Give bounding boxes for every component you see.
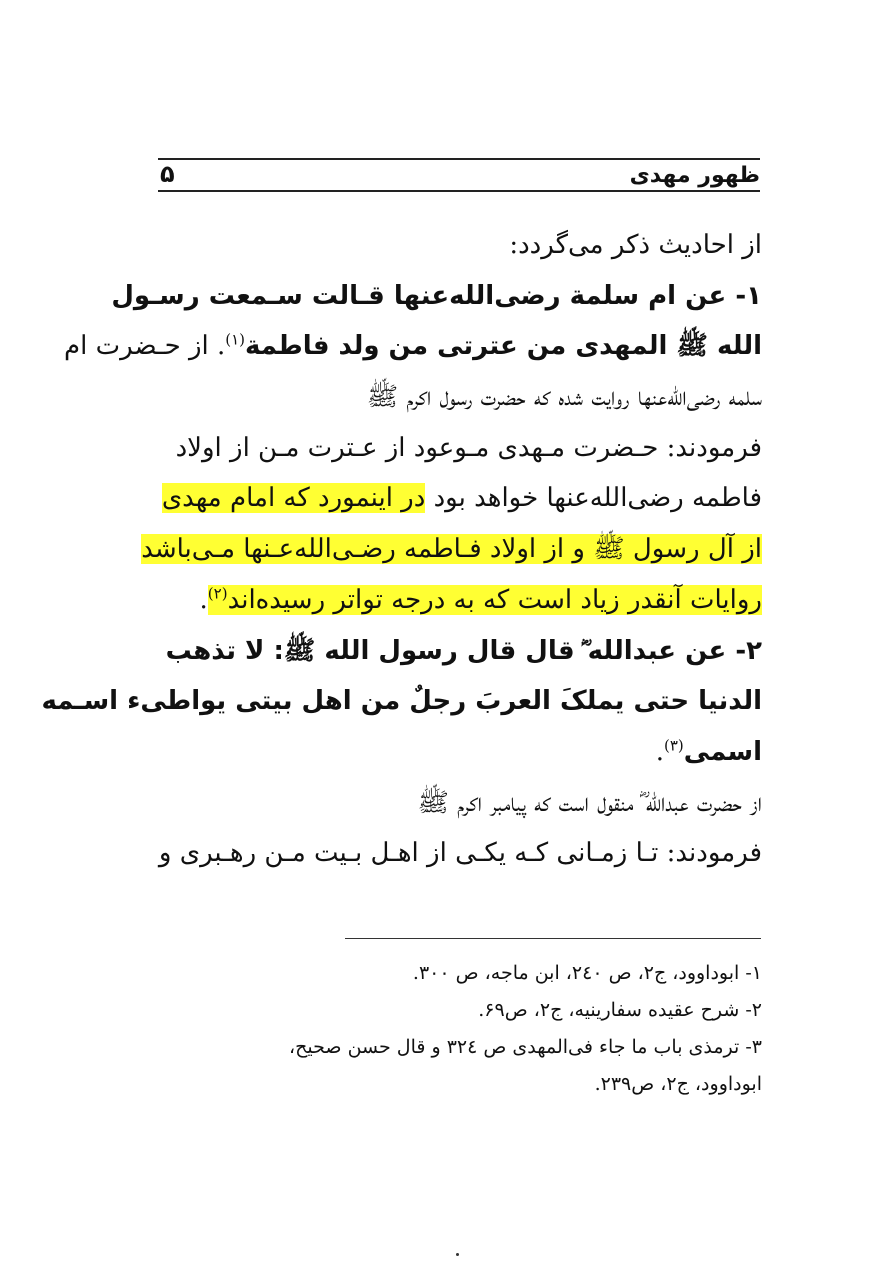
text-line xyxy=(140,524,762,575)
footnote-1: ۱- ابوداوود، ج۲، ص ۲٤۰، ابن ماجه، ص ۳۰۰. xyxy=(412,962,762,984)
text-segment: . xyxy=(655,736,664,767)
highlighted-text: در اینمورد که امام مهدی xyxy=(161,483,426,514)
text-line: فرمودند: حـضرت مـهدی مـوعود از عـترت مـن از اولاد xyxy=(175,432,762,463)
text-line: از حضرت عبدالله ؓ منقول است که پیامبر اکرم ﷺ xyxy=(417,787,762,818)
page-dot xyxy=(456,1253,459,1256)
hadith-2-arabic: ۲- عن عبدالله ؓ قال قال رسول الله ﷺ: لا تذهب xyxy=(165,635,762,666)
footnotes xyxy=(130,955,762,1103)
hadith-2-arabic-cont: الدنیا حتی یملکَ العربَ رجلٌ من اهل بیتی یواطیء اسـمه xyxy=(41,686,762,717)
text-line xyxy=(140,727,762,778)
text-segment: روایات آنقدر زیاد است که به درجه تواتر رسیده‌اند xyxy=(227,584,762,615)
footnote-3-cont: ابوداوود، ج۲، ص۲۳۹. xyxy=(594,1073,762,1096)
text-segment: اسمی xyxy=(683,736,762,767)
header-rule-bottom xyxy=(158,190,760,192)
highlighted-text xyxy=(208,585,762,615)
text-line xyxy=(140,575,762,626)
text-segment: . xyxy=(199,584,208,615)
text-line: از احادیث ذکر می‌گردد: xyxy=(509,230,762,260)
hadith-1-arabic: ۱- عن ام سلمة رضی‌الله‌عنها قـالت سـمعت رسـول xyxy=(111,280,762,311)
footnote-3: ۳- ترمذی باب ما جاء فی‌المهدی ص ۳۲٤ و قال حسن صحیح، xyxy=(289,1036,762,1059)
footnote-ref-3: (۳) xyxy=(664,736,684,755)
text-segment: . از حـضرت ام xyxy=(64,331,226,362)
running-header-title: ظهور مهدی xyxy=(629,163,760,188)
main-text xyxy=(41,220,762,879)
text-line: سلمه رضی‌الله‌عنها روایت شده که حضرت رسول اکرم ﷺ xyxy=(366,382,762,413)
header-rule-top xyxy=(158,158,760,160)
footnote-ref-2: (۲) xyxy=(207,584,228,603)
highlighted-text: از آل رسول ﷺ و از اولاد فـاطمه رضـی‌الله‌عـنها مـی‌باشد xyxy=(141,534,762,565)
footnote-ref-1: (۱) xyxy=(225,330,246,349)
text-line xyxy=(64,321,762,372)
footnote-2: ۲- شرح عقیده سفارینیه، ج۲، ص۶۹. xyxy=(478,999,762,1022)
text-segment: فاطمه رضی‌الله‌عنها خواهد بود xyxy=(433,483,762,514)
page-number: ۵ xyxy=(160,160,175,188)
text-line xyxy=(140,473,762,524)
footnote-divider xyxy=(345,938,761,939)
hadith-1-arabic-cont: الله ﷺ المهدی من عترتی من ولد فاطمة xyxy=(245,331,762,362)
text-line: فرمودند: تـا زمـانی کـه یکـی از اهـل بـیت مـن رهـبری و xyxy=(158,838,762,869)
